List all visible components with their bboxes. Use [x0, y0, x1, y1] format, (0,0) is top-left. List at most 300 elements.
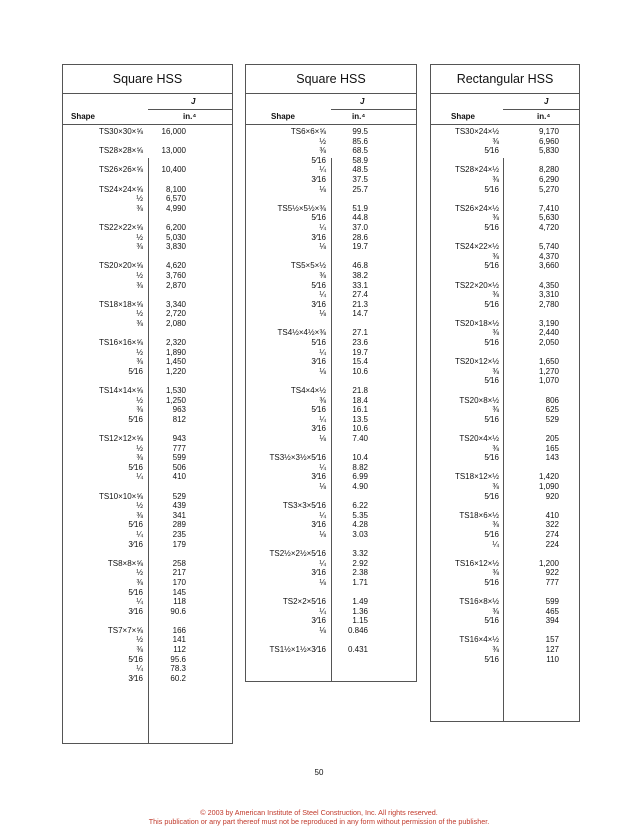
j-value-cell: 4,990	[165, 203, 186, 213]
j-value-cell: 1,220	[165, 366, 186, 376]
table-row	[63, 453, 232, 463]
shape-cell: ⅛	[319, 529, 326, 539]
shape-cell: TS18×6×½	[459, 510, 499, 520]
table-row	[431, 434, 579, 444]
j-value-cell: 341	[172, 510, 186, 520]
table-row	[246, 520, 416, 530]
j-value-cell: 1.36	[352, 606, 368, 616]
shape-cell: TS7×7×⅝	[107, 625, 143, 635]
table-row	[63, 396, 232, 406]
j-value-cell: 963	[172, 405, 186, 415]
table-title: Rectangular HSS	[431, 65, 579, 94]
table-row	[246, 597, 416, 607]
j-value-cell: 465	[545, 606, 559, 616]
j-value-cell: 90.6	[170, 606, 186, 616]
table-row	[63, 261, 232, 271]
table-header	[246, 94, 416, 125]
j-value-cell: 10.6	[352, 424, 368, 434]
table-row	[63, 223, 232, 233]
table-row	[431, 376, 579, 386]
table-row	[63, 338, 232, 348]
shape-cell: ⅛	[319, 577, 326, 587]
j-value-cell: 4,620	[165, 261, 186, 271]
j-value-cell: 27.1	[352, 328, 368, 338]
table-row	[63, 482, 232, 492]
table-row	[63, 444, 232, 454]
j-value-cell: 1,450	[165, 357, 186, 367]
shape-cell: TS28×28×⅝	[98, 146, 143, 156]
table-square-hss-1	[62, 64, 233, 744]
j-value-cell: 289	[172, 520, 186, 530]
j-value-cell: 258	[172, 558, 186, 568]
shape-cell: TS4×4×½	[290, 386, 326, 396]
shape-cell: ⅜	[136, 405, 143, 415]
table-row	[246, 348, 416, 358]
table-row	[431, 588, 579, 598]
table-row	[63, 635, 232, 645]
shape-cell: ½	[136, 501, 143, 511]
shape-cell: ⅜	[319, 395, 326, 405]
j-value-cell: 806	[545, 395, 559, 405]
j-value-cell: 27.4	[352, 290, 368, 300]
j-value-cell: 2,320	[165, 338, 186, 348]
shape-cell: 5⁄16	[128, 414, 143, 424]
j-value-cell: 3,660	[538, 261, 559, 271]
table-row	[246, 319, 416, 329]
table-row	[63, 376, 232, 386]
table-row	[431, 319, 579, 329]
j-value-cell: 205	[545, 434, 559, 443]
shape-cell: 5⁄16	[128, 462, 143, 472]
shape-cell: ⅜	[136, 510, 143, 520]
shape-cell: ⅜	[136, 203, 143, 213]
j-value-cell: 9,170	[538, 127, 559, 136]
j-value-cell: 13,000	[161, 146, 186, 156]
shape-cell: ⅜	[492, 290, 499, 300]
j-value-cell: 6,960	[538, 136, 559, 146]
table-row	[63, 300, 232, 310]
shape-cell: ¼	[136, 529, 143, 539]
shape-cell: 5⁄16	[484, 146, 499, 156]
shape-cell: 3⁄16	[311, 472, 326, 482]
table-row	[431, 233, 579, 243]
j-value-cell: 1,420	[538, 472, 559, 482]
shape-cell: TS20×8×½	[459, 395, 499, 405]
j-value-cell: 78.3	[170, 664, 186, 674]
shape-cell: ⅛	[319, 242, 326, 252]
shape-cell: ½	[319, 136, 326, 146]
j-value-cell: 19.7	[352, 242, 368, 252]
j-value-cell: 23.6	[352, 338, 368, 348]
table-row	[246, 165, 416, 175]
j-value-cell: 777	[545, 577, 559, 587]
table-row	[63, 645, 232, 655]
table-row	[431, 645, 579, 655]
j-value-cell: 1.15	[352, 616, 368, 626]
table-row	[246, 492, 416, 502]
j-value-cell: 5,270	[538, 184, 559, 194]
j-value-cell: 51.9	[352, 203, 368, 213]
table-row	[431, 175, 579, 185]
j-value-cell: 599	[545, 597, 559, 607]
table-row	[246, 137, 416, 147]
table-row	[246, 453, 416, 463]
shape-cell: 3⁄16	[311, 232, 326, 242]
table-row	[63, 530, 232, 540]
j-value-cell: 13.5	[352, 414, 368, 424]
table-row	[246, 578, 416, 588]
table-row	[431, 607, 579, 617]
table-body	[246, 125, 416, 655]
table-row	[431, 405, 579, 415]
shape-cell: ⅜	[136, 280, 143, 290]
table-row	[246, 367, 416, 377]
j-value-cell: 46.8	[352, 261, 368, 271]
shape-cell: TS20×18×½	[454, 318, 499, 328]
j-value-cell: 68.5	[352, 146, 368, 156]
table-title: Square HSS	[246, 65, 416, 94]
j-value-cell: 529	[545, 414, 559, 424]
table-row	[63, 520, 232, 530]
j-value-cell: 2,720	[165, 309, 186, 319]
table-row	[63, 194, 232, 204]
table-row	[246, 328, 416, 338]
shape-cell: 5⁄16	[484, 376, 499, 386]
shape-cell: TS14×14×⅝	[98, 386, 143, 396]
shape-cell: ⅜	[492, 366, 499, 376]
table-row	[63, 156, 232, 166]
shape-cell: TS20×12×½	[454, 357, 499, 367]
table-row	[63, 357, 232, 367]
j-value-cell: 21.8	[352, 386, 368, 396]
j-value-cell: 920	[545, 491, 559, 501]
table-row	[246, 588, 416, 598]
j-value-cell: 8,280	[538, 165, 559, 175]
header-j: J	[191, 97, 196, 106]
j-value-cell: 18.4	[352, 395, 368, 405]
j-value-cell: 5,740	[538, 242, 559, 252]
j-value-cell: 943	[172, 434, 186, 443]
j-value-cell: 506	[172, 462, 186, 472]
table-row	[63, 578, 232, 588]
table-body	[63, 125, 232, 683]
shape-cell: ½	[136, 635, 143, 645]
table-row	[63, 568, 232, 578]
j-value-cell: 5,630	[538, 213, 559, 223]
table-row	[63, 434, 232, 444]
copyright-line-2: This publication or any part thereof must not be reproduced in any form without permission of the publisher.	[148, 817, 490, 826]
shape-cell: TS24×22×½	[454, 242, 499, 252]
table-row	[63, 472, 232, 482]
j-value-cell: 4,720	[538, 222, 559, 232]
shape-cell: ⅜	[492, 443, 499, 453]
shape-cell: 5⁄16	[484, 529, 499, 539]
j-value-cell: 5,830	[538, 146, 559, 156]
j-value-cell: 529	[172, 491, 186, 501]
table-row	[431, 520, 579, 530]
shape-cell: 3⁄16	[128, 606, 143, 616]
shape-cell: TS18×12×½	[454, 472, 499, 482]
table-row	[431, 511, 579, 521]
shape-cell: 5⁄16	[484, 654, 499, 664]
j-value-cell: 0.431	[347, 645, 368, 655]
j-value-cell: 777	[172, 443, 186, 453]
table-row	[246, 175, 416, 185]
j-value-cell: 2,440	[538, 328, 559, 338]
j-value-cell: 60.2	[170, 673, 186, 683]
table-row	[431, 549, 579, 559]
shape-cell: ⅜	[492, 174, 499, 184]
j-value-cell: 10.6	[352, 366, 368, 376]
table-row	[63, 137, 232, 147]
table-row	[431, 597, 579, 607]
j-value-cell: 599	[172, 453, 186, 463]
j-value-cell: 8,100	[165, 184, 186, 194]
table-row	[246, 540, 416, 550]
table-row	[431, 194, 579, 204]
shape-cell: 5⁄16	[311, 155, 326, 165]
shape-cell: TS22×20×½	[454, 280, 499, 290]
table-row	[246, 501, 416, 511]
shape-cell: 5⁄16	[484, 184, 499, 194]
j-value-cell: 3,190	[538, 318, 559, 328]
table-row	[431, 472, 579, 482]
table-row	[246, 645, 416, 655]
shape-cell: 3⁄16	[311, 299, 326, 309]
j-value-cell: 6.99	[352, 472, 368, 482]
shape-cell: 3⁄16	[311, 616, 326, 626]
j-value-cell: 4.90	[352, 481, 368, 491]
shape-cell: ½	[136, 568, 143, 578]
table-row	[246, 271, 416, 281]
shape-cell: 5⁄16	[484, 414, 499, 424]
table-row	[246, 396, 416, 406]
table-header	[63, 94, 232, 125]
shape-cell: TS30×30×⅝	[98, 127, 143, 136]
table-row	[246, 444, 416, 454]
shape-cell: ⅜	[492, 136, 499, 146]
shape-cell: 3⁄16	[311, 174, 326, 184]
shape-cell: ⅜	[492, 568, 499, 578]
table-row	[246, 568, 416, 578]
j-value-cell: 1,250	[165, 395, 186, 405]
shape-cell: ¼	[319, 414, 326, 424]
shape-cell: ¼	[319, 462, 326, 472]
table-row	[431, 424, 579, 434]
table-row	[246, 376, 416, 386]
shape-cell: TS12×12×⅝	[98, 434, 143, 443]
shape-cell: 5⁄16	[484, 577, 499, 587]
table-row	[246, 233, 416, 243]
j-value-cell: 14.7	[352, 309, 368, 319]
shape-cell: ⅜	[492, 645, 499, 655]
j-value-cell: 3.03	[352, 529, 368, 539]
shape-cell: 5⁄16	[311, 405, 326, 415]
table-row	[63, 626, 232, 636]
shape-cell: TS26×24×½	[454, 203, 499, 213]
table-row	[431, 578, 579, 588]
shape-cell: TS18×18×⅝	[98, 299, 143, 309]
table-row	[431, 156, 579, 166]
table-row	[431, 396, 579, 406]
j-value-cell: 179	[172, 539, 186, 549]
table-row	[246, 472, 416, 482]
shape-cell: TS20×20×⅝	[98, 261, 143, 271]
header-unit: in.⁴	[537, 112, 551, 121]
shape-cell: 5⁄16	[311, 213, 326, 223]
header-j: J	[544, 97, 549, 106]
j-value-cell: 2.92	[352, 558, 368, 568]
table-row	[431, 223, 579, 233]
table-row	[431, 185, 579, 195]
j-value-cell: 1,270	[538, 366, 559, 376]
table-row	[63, 386, 232, 396]
shape-cell: ⅜	[492, 213, 499, 223]
header-shape: Shape	[451, 112, 476, 121]
shape-cell: ⅜	[319, 270, 326, 280]
shape-cell: ¼	[319, 290, 326, 300]
shape-cell: TS3×3×5⁄16	[282, 501, 326, 511]
j-value-cell: 3,310	[538, 290, 559, 300]
j-value-cell: 38.2	[352, 270, 368, 280]
j-value-cell: 4,350	[538, 280, 559, 290]
j-value-cell: 28.6	[352, 232, 368, 242]
shape-cell: ½	[136, 347, 143, 357]
j-value-cell: 99.5	[352, 127, 368, 136]
j-value-cell: 44.8	[352, 213, 368, 223]
table-row	[431, 463, 579, 473]
j-value-cell: 112	[173, 645, 186, 655]
shape-cell: 3⁄16	[311, 568, 326, 578]
j-value-cell: 6,290	[538, 174, 559, 184]
j-value-cell: 170	[172, 577, 186, 587]
shape-cell: ¼	[319, 606, 326, 616]
j-value-cell: 1,890	[165, 347, 186, 357]
j-value-cell: 37.0	[352, 222, 368, 232]
shape-cell: ½	[136, 443, 143, 453]
table-row	[63, 271, 232, 281]
table-row	[246, 146, 416, 156]
shape-cell: ¼	[136, 664, 143, 674]
shape-cell: TS5×5×½	[290, 261, 326, 271]
table-row	[246, 194, 416, 204]
table-row	[431, 415, 579, 425]
shape-cell: ⅜	[492, 606, 499, 616]
table-row	[246, 559, 416, 569]
j-value-cell: 157	[545, 635, 559, 645]
table-row	[431, 635, 579, 645]
table-row	[63, 405, 232, 415]
j-value-cell: 118	[173, 597, 186, 607]
j-value-cell: 16,000	[161, 127, 186, 136]
shape-cell: ⅜	[492, 328, 499, 338]
table-row	[431, 252, 579, 262]
shape-cell: TS16×16×⅝	[98, 338, 143, 348]
j-value-cell: 110	[546, 654, 559, 664]
table-row	[246, 156, 416, 166]
j-value-cell: 95.6	[170, 654, 186, 664]
shape-cell: TS16×12×½	[454, 558, 499, 568]
table-row	[63, 415, 232, 425]
table-row	[63, 252, 232, 262]
shape-cell: 3⁄16	[311, 520, 326, 530]
table-header	[431, 94, 579, 125]
j-value-cell: 5.35	[352, 510, 368, 520]
shape-cell: ⅜	[492, 405, 499, 415]
table-row	[63, 175, 232, 185]
shape-cell: 5⁄16	[484, 491, 499, 501]
table-row	[431, 242, 579, 252]
table-row	[431, 367, 579, 377]
table-row	[246, 300, 416, 310]
table-row	[63, 185, 232, 195]
j-value-cell: 8.82	[352, 462, 368, 472]
j-value-cell: 217	[172, 568, 186, 578]
header-shape: Shape	[71, 112, 96, 121]
table-row	[63, 549, 232, 559]
table-row	[63, 328, 232, 338]
table-row	[431, 271, 579, 281]
table-row	[431, 146, 579, 156]
table-row	[246, 309, 416, 319]
j-value-cell: 410	[172, 472, 186, 482]
table-row	[246, 626, 416, 636]
j-value-cell: 1.71	[352, 577, 368, 587]
header-unit: in.⁴	[352, 112, 366, 121]
table-row	[246, 511, 416, 521]
j-value-cell: 6.22	[352, 501, 368, 511]
j-value-cell: 1,650	[538, 357, 559, 367]
table-row	[63, 146, 232, 156]
table-row	[431, 492, 579, 502]
shape-cell: TS8×8×⅝	[107, 558, 143, 568]
table-row	[63, 655, 232, 665]
j-value-cell: 2.38	[352, 568, 368, 578]
table-row	[246, 242, 416, 252]
j-value-cell: 25.7	[352, 184, 368, 194]
table-row	[431, 300, 579, 310]
shape-cell: ¼	[492, 539, 499, 549]
table-row	[431, 281, 579, 291]
shape-cell: TS16×8×½	[459, 597, 499, 607]
shape-cell: TS1½×1½×3⁄16	[269, 645, 326, 655]
table-row	[63, 607, 232, 617]
shape-cell: 5⁄16	[484, 222, 499, 232]
table-row	[63, 348, 232, 358]
shape-cell: ⅜	[136, 318, 143, 328]
table-row	[431, 559, 579, 569]
table-row	[431, 290, 579, 300]
shape-cell: ¼	[319, 165, 326, 175]
shape-cell: 5⁄16	[311, 280, 326, 290]
table-row	[431, 568, 579, 578]
table-row	[63, 559, 232, 569]
table-row	[63, 281, 232, 291]
table-row	[431, 453, 579, 463]
j-value-cell: 2,080	[165, 318, 186, 328]
table-row	[63, 424, 232, 434]
table-row	[63, 463, 232, 473]
shape-cell: ¼	[136, 472, 143, 482]
table-row	[431, 357, 579, 367]
j-value-cell: 3,760	[165, 270, 186, 280]
shape-cell: TS10×10×⅝	[98, 491, 143, 501]
j-value-cell: 922	[545, 568, 559, 578]
table-row	[431, 540, 579, 550]
shape-cell: ½	[136, 270, 143, 280]
table-row	[246, 405, 416, 415]
table-row	[63, 588, 232, 598]
